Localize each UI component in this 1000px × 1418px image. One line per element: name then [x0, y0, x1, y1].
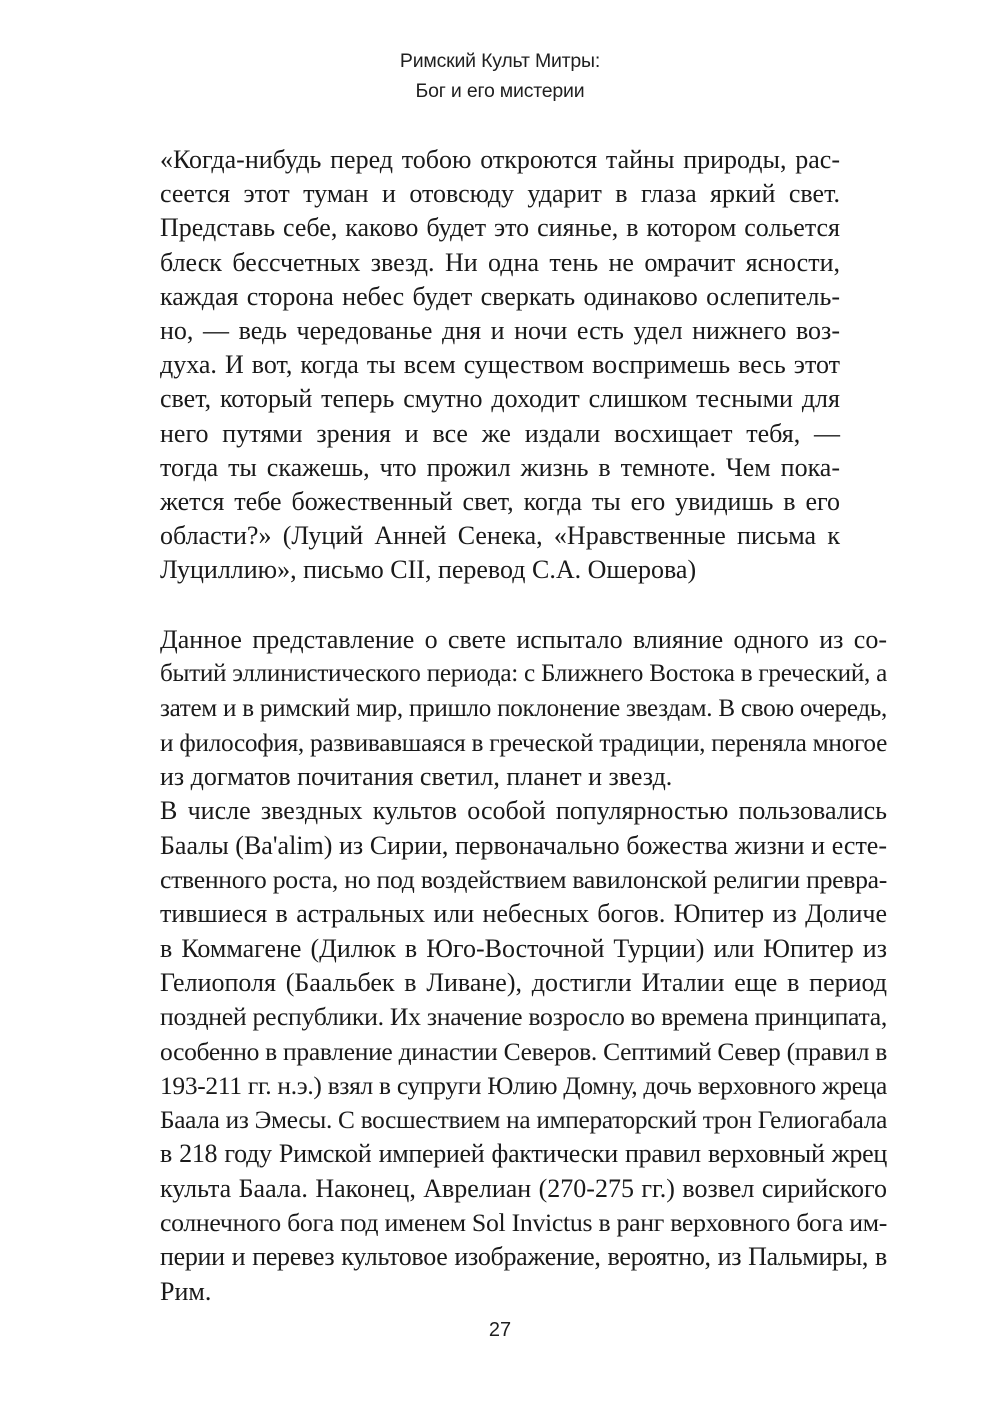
- quote-line: жется тебе божественный свет, когда ты его увидишь в его: [160, 486, 840, 516]
- paragraph-line: перии и перевез культовое изображение, вероятно, из Пальмиры, в: [160, 1242, 887, 1272]
- paragraph-line: солнечного бога под именем Sol Invictus в ранг верховного бога им-: [160, 1208, 887, 1238]
- paragraph-line: Баалы (Ba'alim) из Сирии, первоначально божества жизни и есте-: [160, 830, 887, 860]
- paragraph-line: затем и в римский мир, пришло поклонение звездам. В свою очередь,: [160, 694, 887, 722]
- quote-line: тогда ты скажешь, что прожил жизнь в темноте. Чем пока-: [160, 452, 840, 482]
- quote-line: Представь себе, каково будет это сиянье, в котором сольется: [160, 213, 840, 243]
- paragraph-line: тившиеся в астральных или небесных богов. Юпитер из Доличе: [160, 899, 887, 929]
- paragraph-line: 193-211 гг. н.э.) взял в супруги Юлию Домну, дочь верховного жреца: [160, 1070, 887, 1100]
- quote-line: «Когда-нибудь перед тобою откроются тайны природы, рас-: [160, 145, 840, 174]
- paragraph-line: ственного роста, но под воздействием вавилонской религии превра-: [160, 865, 887, 895]
- paragraph-line: и философия, развивавшаяся в греческой традиции, переняла многое: [160, 728, 887, 757]
- paragraph-line: поздней республики. Их значение возросло во времена принципата,: [160, 1002, 887, 1032]
- running-head-line-2: Бог и его мистерии: [415, 80, 585, 102]
- quote-line: сеется этот туман и отовсюду ударит в глаза яркий свет.: [160, 179, 840, 209]
- paragraph-2: [160, 794, 887, 1308]
- paragraph-line: Данное представление о свете испытало влияние одного из со-: [160, 625, 887, 654]
- running-head-line-1: Римский Культ Митры:: [399, 50, 601, 72]
- paragraph-line: в 218 году Римской империей фактически правил верховный жрец: [160, 1139, 887, 1169]
- quote-line: области?» (Луций Анней Сенека, «Нравственные письма к: [160, 521, 840, 551]
- paragraph-line: в Коммагене (Дилюк в Юго-Восточной Турции) или Юпитер из: [160, 933, 887, 963]
- paragraph-line: бытий эллинистического периода: с Ближнего Востока в греческий, а: [160, 660, 887, 688]
- quote-line: свет, который теперь смутно доходит слишком тесными для: [160, 384, 840, 414]
- page-number: 27: [488, 1319, 512, 1341]
- paragraph-line: Баала из Эмесы. С восшествием на императорский трон Гелиогабала: [160, 1106, 887, 1135]
- quote-line: но, — ведь чередованье дня и ночи есть удел нижнего воз-: [160, 315, 840, 345]
- epigraph-quote: [160, 143, 840, 587]
- running-head: [0, 46, 1000, 106]
- paragraph-line: из догматов почитания светил, планет и звезд.: [160, 762, 673, 792]
- main-text: [160, 623, 887, 1309]
- quote-line: него путями зрения и все же издали восхищает тебя, —: [160, 418, 840, 448]
- quote-line: каждая сторона небес будет сверкать одинаково ослепитель-: [160, 281, 840, 311]
- quote-line: блеск бессчетных звезд. Ни одна тень не омрачит ясности,: [160, 247, 840, 277]
- paragraph-line: Гелиополя (Баальбек в Ливане), достигли Италии еще в период: [160, 967, 887, 997]
- quote-line: духа. И вот, когда ты всем существом воспримешь весь этот: [160, 350, 840, 380]
- paragraph-1: [160, 623, 887, 794]
- paragraph-line: В числе звездных культов особой популярностью пользовались: [160, 796, 887, 826]
- paragraph-line: Рим.: [160, 1276, 212, 1306]
- paragraph-line: особенно в правление династии Северов. Септимий Север (правил в: [160, 1036, 887, 1066]
- paragraph-line: культа Баала. Наконец, Аврелиан (270-275 гг.) возвел сирийского: [160, 1173, 887, 1203]
- quote-line: Луциллию», письмо CII, перевод С.А. Ошерова): [160, 555, 697, 585]
